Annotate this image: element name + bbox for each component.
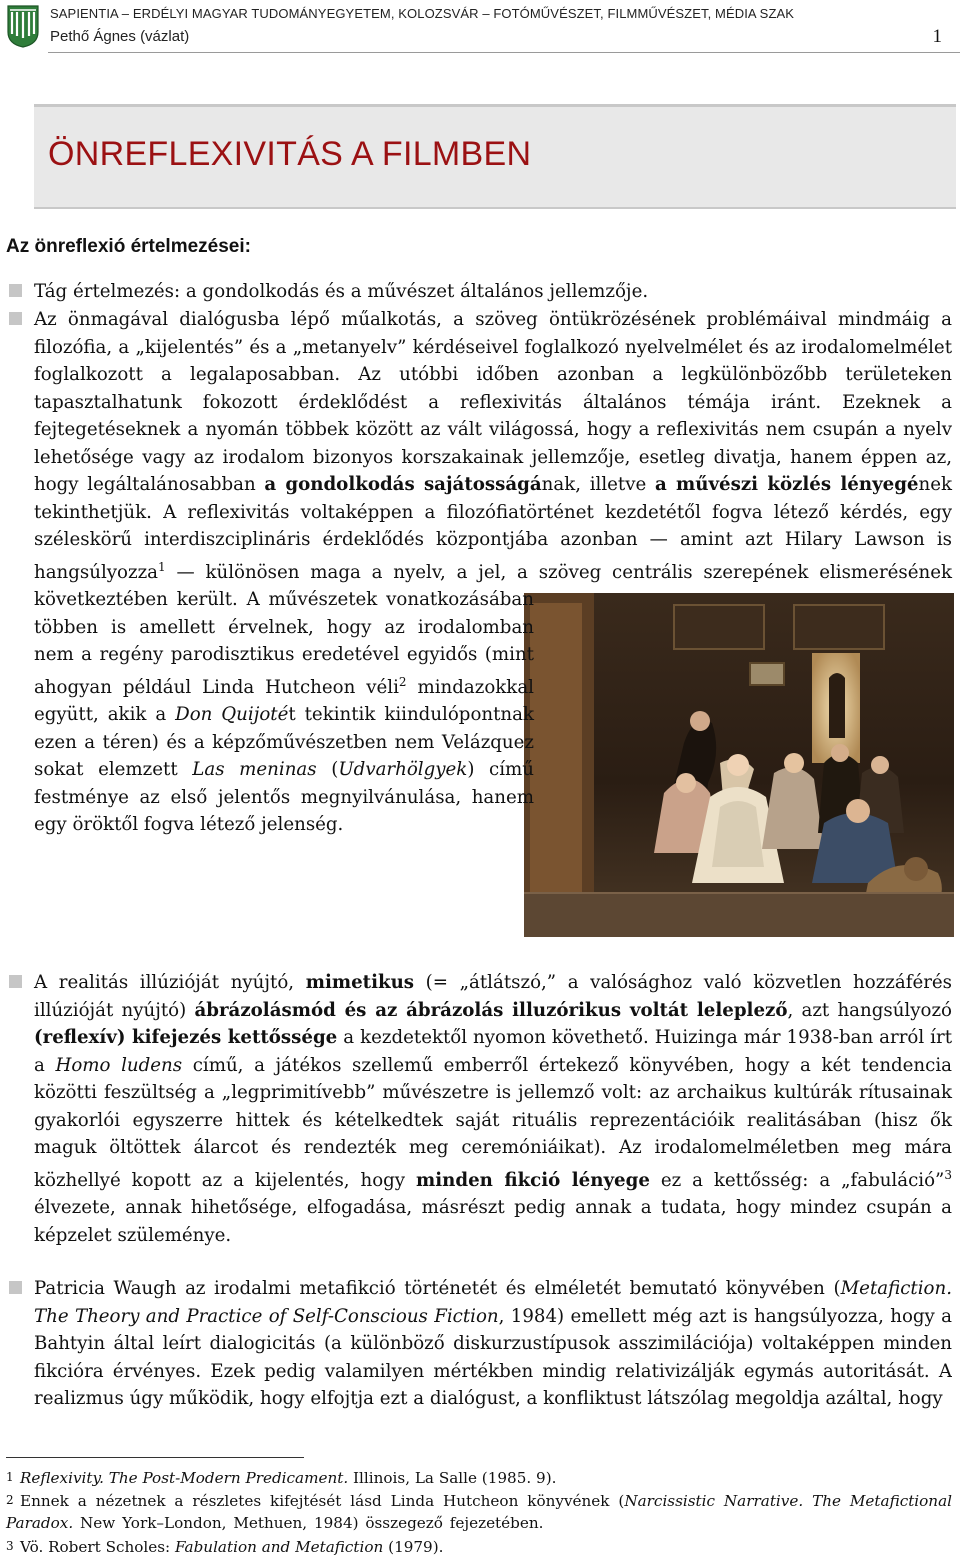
bullet-2-part: Az önmagával dialógusba lépő műalkotás, a szöveg öntükrözésének problémáival mindmáig a filozófia, a „kijelentés” és a „metanyelv” kérdéseivel foglalkozó nyelvelmélet és az irodalomelmélet foglalkozott a legalaposabban. Az utóbbi időben azonban a legkülönbözőbb területeken tapasztalhatunk fokozott érdeklődést a reflexivitás általános témája iránt. Ezeknek a fejtegetéseknek a nyomán többek között az vált világossá, hogy a reflexivitás nem csupán a nyelv lehetősége vagy az irodalom bizonyos korszakainak jellemzője, esetleg divatja, hanem éppen az, hogy legáltalánosabban — [34, 309, 952, 495]
footnote-italic: Reflexivity. The Post-Modern Predicament. — [20, 1469, 349, 1487]
bullet-2-part: — különösen maga a nyelv, a jel, a szöveg centrális szerepének elismerésének következtében került. A művészetek vonatkozásában többen is amellett érvelnek, hogy az irodalomban nem a regény parodisztikus eredetével egyidős (mint ahogyan például Linda Hutcheon véli — [34, 561, 952, 698]
bullet-3-part: a kezdetektől nyomon követhető. Huizinga már 1938-ban arról írt a — [34, 1027, 953, 1076]
footnote-text: Ennek a nézetnek a részletes kifejtését lásd Linda Hutcheon könyvének ( — [20, 1492, 625, 1510]
square-bullet-icon — [9, 312, 22, 325]
footnote-number: 3 — [6, 1539, 14, 1553]
painting-float-space — [534, 593, 952, 941]
bullet-3-part: ez a kettősség: a „fabuláció” — [649, 1169, 945, 1191]
footnote-text: (1979). — [383, 1538, 444, 1556]
footnote-text: New York–London, Methuen, 1984) összegező fejezetében. — [73, 1514, 544, 1532]
square-bullet-icon — [9, 284, 22, 297]
bullet-2-part: mindazokkal együtt, akik a — [34, 676, 534, 726]
footnote-1 — [6, 1466, 952, 1489]
header-divider — [48, 52, 960, 53]
bullet-2-italic: Udvarhölgyek — [338, 759, 468, 781]
footnote-ref-1: 1 — [158, 559, 166, 574]
footnote-3 — [6, 1535, 952, 1558]
bullet-4-part: Patricia Waugh az irodalmi metafikció történetét és elméletét bemutató könyvében ( — [34, 1278, 841, 1299]
footnote-divider — [6, 1457, 304, 1458]
bullet-3-part: , azt hangsúlyozó — [787, 999, 952, 1021]
page-header — [0, 0, 960, 56]
footnote-2 — [6, 1489, 952, 1534]
page-number: 1 — [932, 26, 942, 47]
bullet-3-bold: (reflexív) kifejezés kettőssége — [34, 1027, 338, 1048]
bullet-2-part: ( — [316, 759, 339, 781]
header-author: Pethő Ágnes (vázlat) — [50, 28, 190, 45]
section-heading: Az önreflexió értelmezései: — [6, 236, 251, 257]
footnote-text: Illinois, La Salle (1985. 9). — [348, 1469, 557, 1487]
bullet-3-part: című, a játékos szellemű emberről értekező könyvében, hogy a két tendencia közötti feszültség a „legprimitívebb” művészetre is jellemző volt: az archaikus kultúrák rítusainak gyakorlói egyszerre hittek és kételkedtek saját rituális reprezentációik realitásában (hisz ők maguk öltöttek álarcot és rendezték meg ceremóniáikat). Az irodalomelméletben meg mára közhellyé kopott az a kijelentés, hogy — [34, 1054, 952, 1191]
bullet-2-italic: Las meninas — [192, 759, 317, 781]
bullet-3-part: élvezete, annak hihetősége, elfogadása, másrészt pedig annak a tudata, hogy mindez csupán a képzelet szüleménye. — [34, 1197, 952, 1246]
footnote-italic: Fabulation and Metafiction — [175, 1538, 384, 1556]
bullet-2-part: t tekintik kiindulópontnak ezen a téren) és a képzőművészetben nem Velázquez sokat elemzett — [34, 704, 534, 781]
square-bullet-icon — [9, 1281, 22, 1294]
footnote-text: Vö. Robert Scholes: — [20, 1538, 176, 1556]
footnote-ref-3: 3 — [944, 1167, 952, 1182]
footnote-number: 2 — [6, 1493, 14, 1507]
footnote-italic: Narcissistic Narrative. The Metafictional Paradox. — [6, 1492, 952, 1532]
footnote-ref-2: 2 — [398, 674, 407, 689]
bullet-4-italic: Metafiction. The Theory and Practice of Self-Conscious Fiction — [34, 1278, 952, 1327]
bullet-1-sentence: Tág értelmezés: a gondolkodás és a művészet általános jellemzője. — [34, 281, 649, 302]
bullet-2-italic: Don Quijoté — [175, 704, 289, 726]
bullet-3-bold: mimetikus — [305, 972, 415, 993]
bullet-2-part: ) című festménye az első jelentős megnyilvánulása, hanem egy öröktől fogva létező jelenség. — [34, 759, 535, 836]
bullet-3-part: (= „átlátszó,” a valósághoz való közvetlen hozzáférés illúzióját nyújtó) — [34, 972, 952, 1021]
footnote-number: 1 — [6, 1470, 14, 1484]
bullet-2-part: nek tekinthetjük. A reflexivitás voltaképpen a filozófiatörténet kezdetétől fogva létező kérdés, egy széleskörű interdiszciplináris érdeklődés központjába azonban — amint azt Hilary Lawson is hangsúlyozza — [34, 474, 952, 583]
bullet-3-bold: minden fikció lényege — [415, 1169, 650, 1191]
bullet-2-bold: a gondolkodás sajátosságá — [264, 474, 542, 495]
bullet-2-part: nak, illetve — [541, 474, 655, 495]
bullet-3-italic: Homo ludens — [55, 1054, 183, 1076]
title-band — [34, 104, 956, 209]
page-title: ÖNREFLEXIVITÁS A FILMBEN — [48, 135, 532, 173]
square-bullet-icon — [9, 975, 22, 988]
header-institution: SAPIENTIA – ERDÉLYI MAGYAR TUDOMÁNYEGYETEM, KOLOZSVÁR – FOTÓMŰVÉSZET, FILMMŰVÉSZET, MÉDIA SZAK — [50, 6, 795, 21]
bullet-3-text — [34, 969, 952, 1249]
bullet-4-part: , 1984) emellett még azt is hangsúlyozza, hogy a Bahtyin által leírt dialogicitás (a különböző diskurzustípusok asszimilációja) voltaképpen minden fikcióra érvényes. Ezek pedig valamilyen mértékben mindig relativizálják egymás autoritását. A realizmus úgy működik, hogy elfojtja ezt a dialógust, a konfliktust látszólag megoldja azáltal, hogy — [34, 1305, 952, 1409]
bullet-2-bold: a művészi közlés lényegé — [654, 474, 919, 495]
bullet-2-text — [34, 306, 952, 966]
bullet-3-part: A realitás illúzióját nyújtó, — [34, 972, 306, 993]
university-emblem-icon — [6, 4, 40, 48]
bullet-3-bold: ábrázolásmód és az ábrázolás illuzórikus voltát leleplező — [194, 999, 788, 1021]
bullet-4-text — [34, 1275, 952, 1443]
bullet-1-text — [34, 278, 952, 306]
